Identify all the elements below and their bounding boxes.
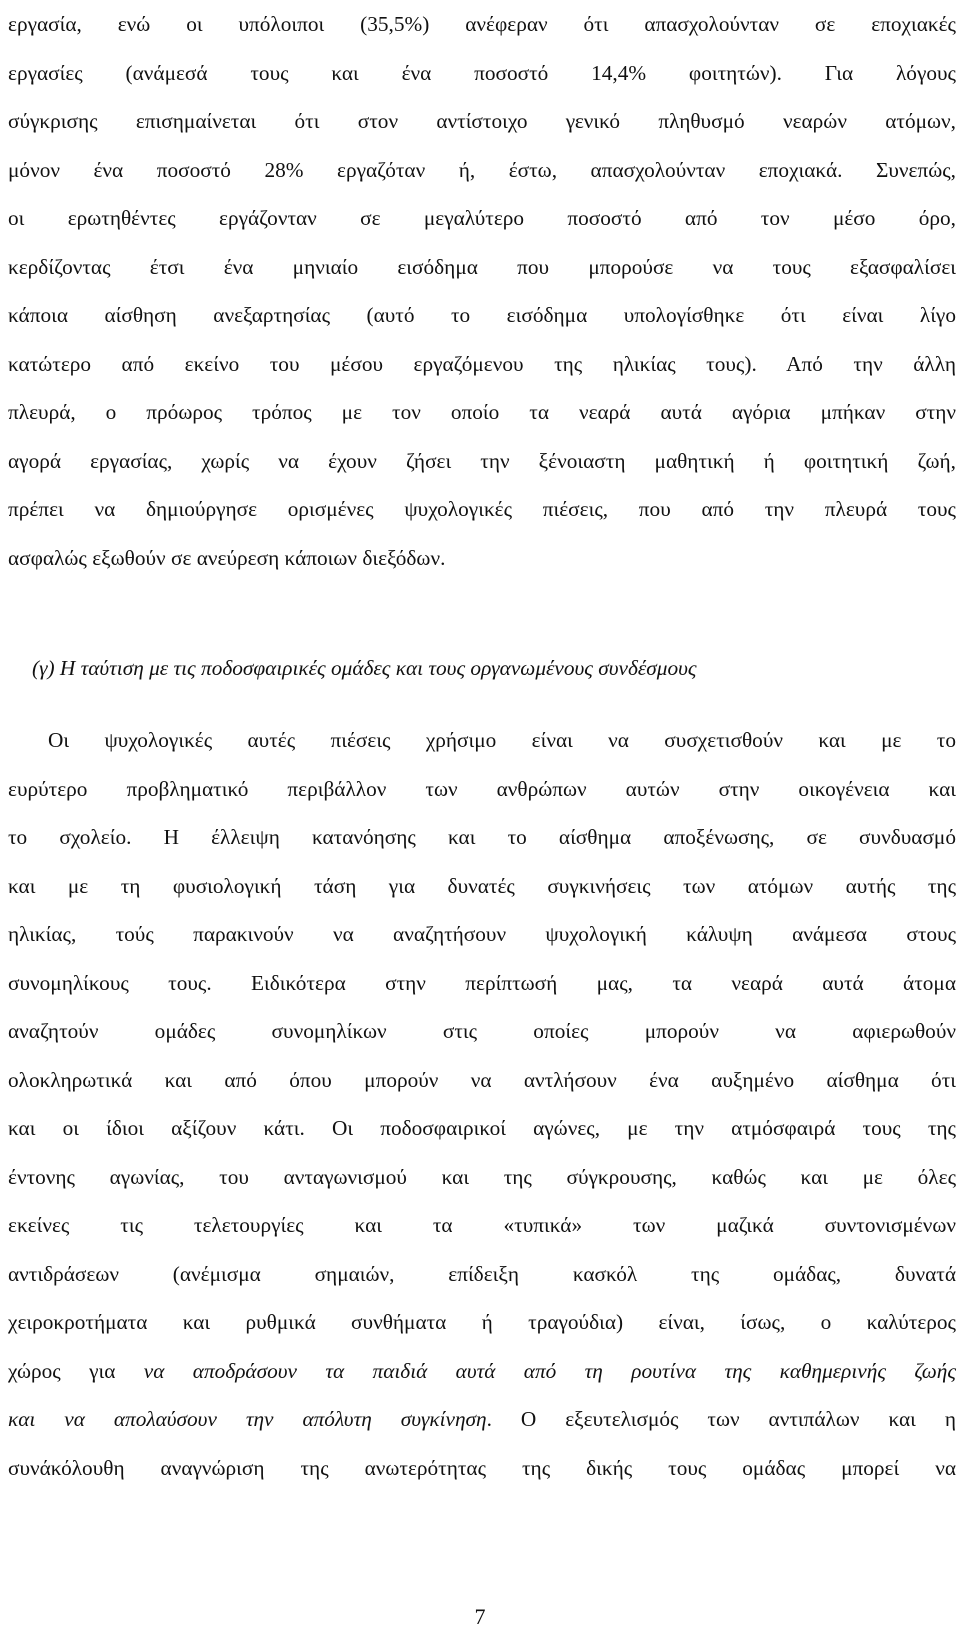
paragraph-line: αγορά εργασίας, χωρίς να έχουν ζήσει την ξένοιαστη μαθητική ή φοιτητική ζωή, [8, 448, 956, 473]
paragraph-line: ασφαλώς εξωθούν σε ανεύρεση κάποιων διεξόδων. [8, 545, 446, 570]
paragraph-line: μόνον ένα ποσοστό 28% εργαζόταν ή, έστω, απασχολούνταν εποχιακά. Συνεπώς, [8, 157, 956, 182]
paragraph-line: αναζητούν ομάδες συνομηλίκων στις οποίες μπορούν να αφιερωθούν [8, 1019, 956, 1043]
paragraph-line: Οι ψυχολογικές αυτές πιέσεις χρήσιμο είναι να συσχετισθούν και με το [48, 728, 956, 752]
paragraph-line: κατώτερο από εκείνο του μέσου εργαζόμενου της ηλικίας τους). Από την άλλη [8, 351, 956, 376]
paragraph-line: εργασία, ενώ οι υπόλοιποι (35,5%) ανέφεραν ότι απασχολούνταν σε εποχιακές [8, 12, 956, 36]
paragraph-line: οι ερωτηθέντες εργάζονταν σε μεγαλύτερο ποσοστό από τον μέσο όρο, [8, 206, 956, 230]
paragraph-1 [0, 0, 960, 582]
section-heading: (γ) Η ταύτιση με τις ποδοσφαιρικές ομάδες και τους οργανωμένους συνδέσμους [32, 656, 697, 680]
paragraph-line: εργασίες (ανάμεσά τους και ένα ποσοστό 14,4% φοιτητών). Για λόγους [8, 60, 956, 85]
paragraph-line: ηλικίας, τούς παρακινούν να αναζητήσουν ψυχολογική κάλυψη ανάμεσα στους [8, 922, 956, 946]
paragraph-line: κερδίζοντας έτσι ένα μηνιαίο εισόδημα που μπορούσε να τους εξασφαλίσει [8, 254, 956, 279]
paragraph-line: πλευρά, ο πρόωρος τρόπος με τον οποίο τα νεαρά αυτά αγόρια μπήκαν στην [8, 400, 956, 424]
paragraph-line: ολοκληρωτικά και από όπου μπορούν να αντλήσουν ένα αυξημένο αίσθημα ότι [8, 1067, 956, 1092]
paragraph-line: αντιδράσεων (ανέμισμα σημαιών, επίδειξη κασκόλ της ομάδας, δυνατά [8, 1261, 956, 1286]
paragraph-line [0, 1395, 960, 1444]
line-text: χώρος για [8, 1358, 144, 1383]
italic-text: να αποδράσουν τα παιδιά αυτά από τη ρουτίνα της καθημερινής ζωής [143, 1358, 956, 1383]
paragraph-line: και οι ίδιοι αξίζουν κάτι. Οι ποδοσφαιρικοί αγώνες, με την ατμόσφαιρά τους της [8, 1116, 956, 1140]
paragraph-line: χειροκροτήματα και ρυθμικά συνθήματα ή τραγούδια) είναι, ίσως, ο καλύτερος [8, 1310, 956, 1334]
paragraph-line: έντονης αγωνίας, του ανταγωνισμού και της σύγκρουσης, καθώς και με όλες [8, 1164, 956, 1189]
paragraph-line [0, 1347, 960, 1396]
page-number: 7 [474, 1604, 486, 1629]
paragraph-2 [0, 716, 960, 1492]
paragraph-line: πρέπει να δημιούργησε ορισμένες ψυχολογικές πιέσεις, που από την πλευρά τους [8, 497, 956, 521]
paragraph-line: συνάκόλουθη αναγνώριση της ανωτερότητας της δικής τους ομάδας μπορεί να [8, 1455, 956, 1480]
line-text: . Ο εξευτελισμός των αντιπάλων και η [486, 1407, 956, 1431]
paragraph-line: και με τη φυσιολογική τάση για δυνατές συγκινήσεις των ατόμων αυτής της [8, 873, 956, 898]
paragraph-line: το σχολείο. Η έλλειψη κατανόησης και το αίσθημα αποξένωσης, σε συνδυασμό [8, 825, 956, 849]
paragraph-line: κάποια αίσθηση ανεξαρτησίας (αυτό το εισόδημα υπολογίσθηκε ότι είναι λίγο [8, 303, 956, 327]
italic-text: και να απολαύσουν την απόλυτη συγκίνηση [8, 1407, 487, 1431]
paragraph-line: ευρύτερο προβληματικό περιβάλλον των ανθρώπων αυτών στην οικογένεια και [8, 776, 956, 801]
paragraph-line: εκείνες τις τελετουργίες και τα «τυπικά» των μαζικά συντονισμένων [8, 1213, 956, 1237]
paragraph-line: σύγκρισης επισημαίνεται ότι στον αντίστοιχο γενικό πληθυσμό νεαρών ατόμων, [8, 109, 956, 133]
paragraph-line: συνομηλίκους τους. Ειδικότερα στην περίπτωσή μας, τα νεαρά αυτά άτομα [8, 970, 956, 995]
